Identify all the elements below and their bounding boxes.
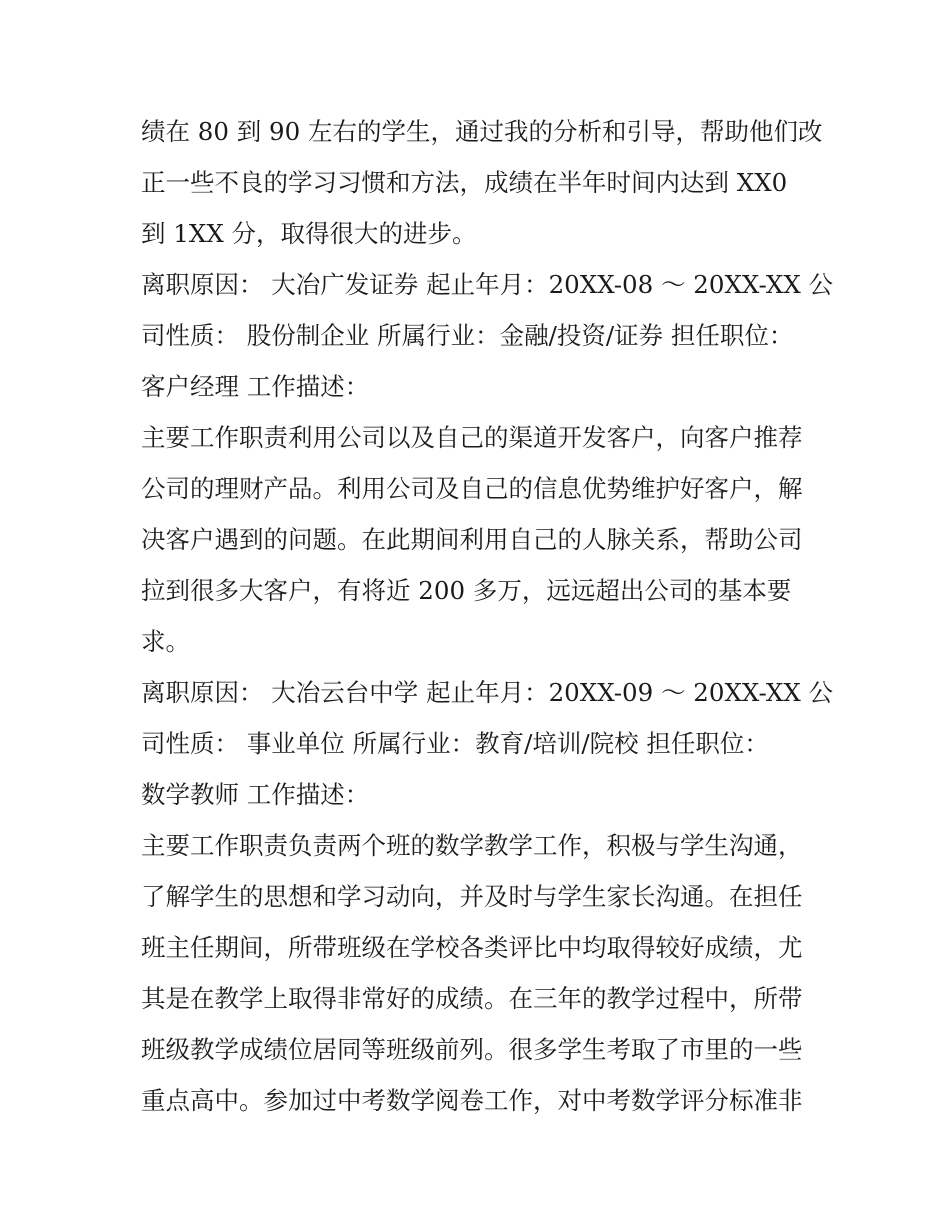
text-line: 司性质： 股份制企业 所属行业：金融/投资/证券 担任职位： xyxy=(141,321,794,350)
document-body xyxy=(141,106,834,1126)
text-line: 客户经理 工作描述： xyxy=(141,372,370,401)
text-line: 拉到很多大客户，有将近 200 多万，远远超出公司的基本要 xyxy=(141,576,792,605)
text-line: 班主任期间，所带班级在学校各类评比中均取得较好成绩，尤 xyxy=(141,933,803,962)
text-line: 数学教师 工作描述： xyxy=(141,780,370,809)
text-line: 正一些不良的学习习惯和方法，成绩在半年时间内达到 XX0 xyxy=(141,168,788,197)
text-line: 了解学生的思想和学习动向，并及时与学生家长沟通。在担任 xyxy=(141,882,803,911)
text-line: 决客户遇到的问题。在此期间利用自己的人脉关系，帮助公司 xyxy=(141,525,803,554)
text-line: 主要工作职责利用公司以及自己的渠道开发客户，向客户推荐 xyxy=(141,423,803,452)
text-line: 绩在 80 到 90 左右的学生，通过我的分析和引导，帮助他们改 xyxy=(141,117,823,146)
text-line: 重点高中。参加过中考数学阅卷工作，对中考数学评分标准非 xyxy=(141,1086,803,1115)
text-line: 班级教学成绩位居同等班级前列。很多学生考取了市里的一些 xyxy=(141,1035,803,1064)
text-line: 离职原因： 大冶广发证券 起止年月：20XX-08 ～ 20XX-XX 公 xyxy=(141,270,834,299)
text-line: 公司的理财产品。利用公司及自己的信息优势维护好客户，解 xyxy=(141,474,803,503)
text-line: 主要工作职责负责两个班的数学教学工作，积极与学生沟通， xyxy=(141,831,803,860)
text-line: 求。 xyxy=(141,627,190,656)
text-line: 其是在教学上取得非常好的成绩。在三年的教学过程中，所带 xyxy=(141,984,803,1013)
text-line: 司性质： 事业单位 所属行业：教育/培训/院校 担任职位： xyxy=(141,729,769,758)
text-line: 离职原因： 大冶云台中学 起止年月：20XX-09 ～ 20XX-XX 公 xyxy=(141,678,834,707)
text-line: 到 1XX 分，取得很大的进步。 xyxy=(141,219,477,248)
